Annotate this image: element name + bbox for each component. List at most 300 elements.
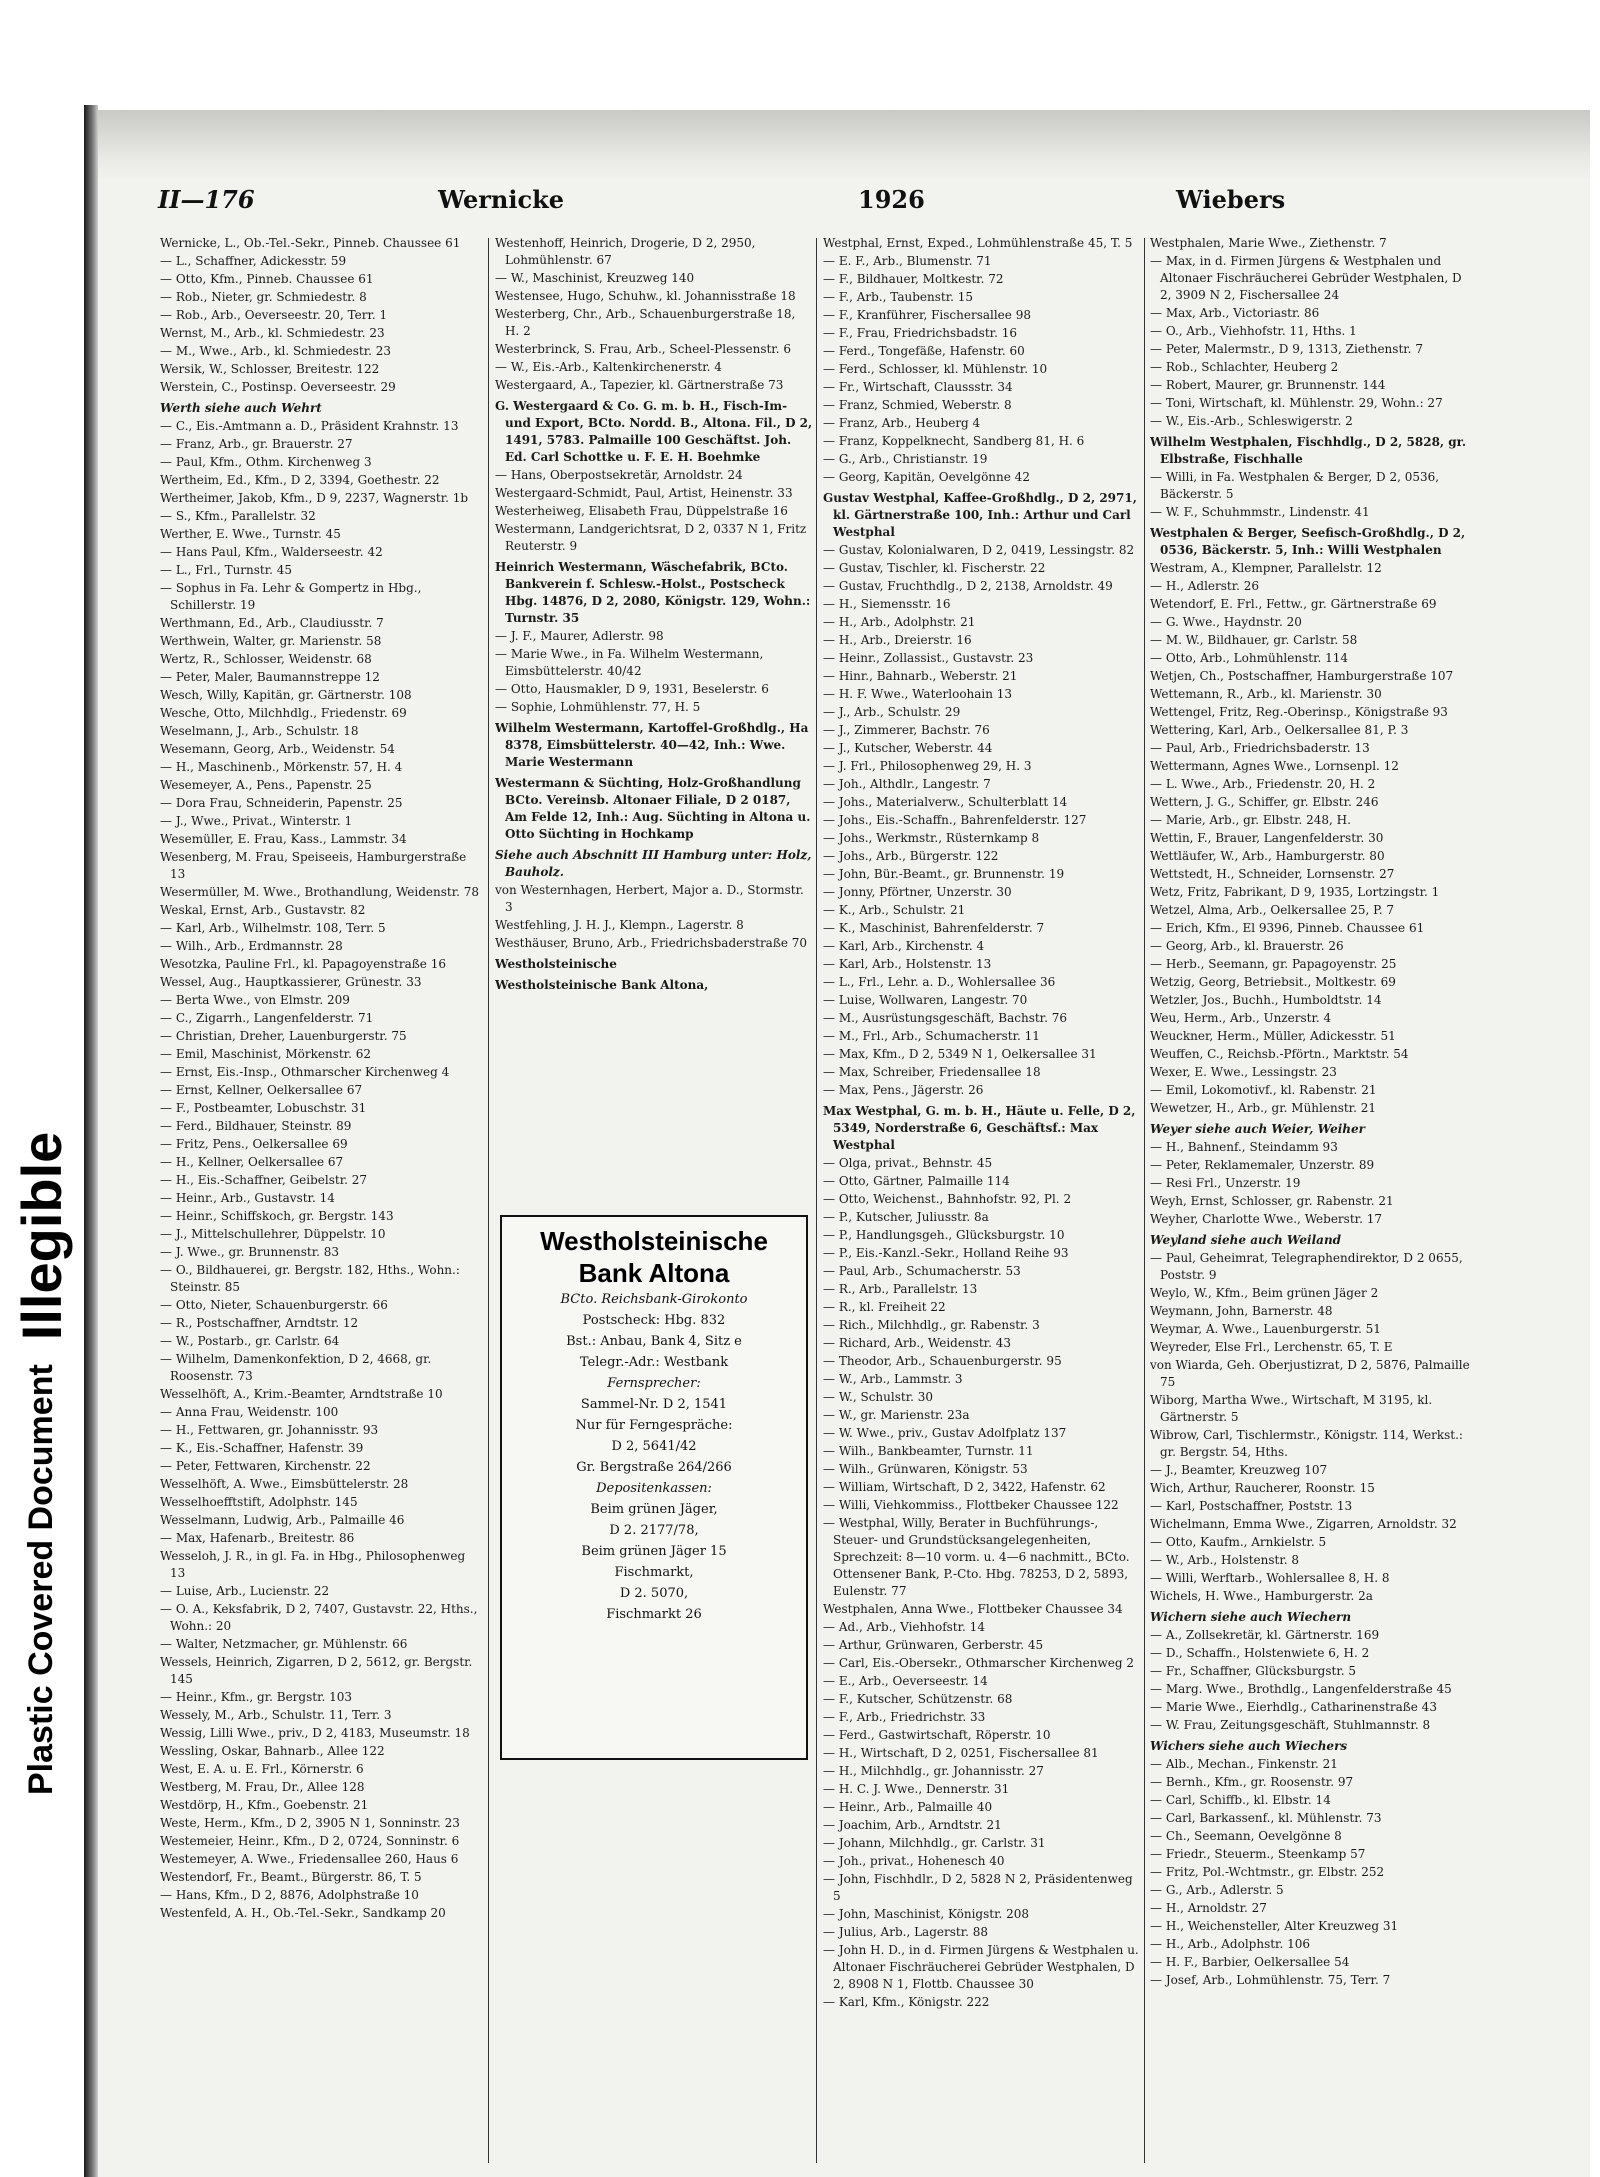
directory-entry: — H., Maschinenb., Mörkenstr. 57, H. 4 (160, 760, 403, 774)
directory-entry: Weylo, W., Kfm., Beim grünen Jäger 2 (1150, 1286, 1379, 1300)
directory-entry: — Johs., Werkmstr., Rüsternkamp 8 (823, 831, 1040, 845)
directory-entry: Westenfeld, A. H., Ob.-Tel.-Sekr., Sandkamp 20 (160, 1906, 446, 1920)
directory-entry: — Carl, Barkassenf., kl. Mühlenstr. 73 (1150, 1811, 1382, 1825)
directory-entry: — Ch., Seemann, Oevelgönne 8 (1150, 1829, 1342, 1843)
directory-entry: — M., Wwe., Arb., kl. Schmiedestr. 23 (160, 344, 392, 358)
directory-entry: — Georg, Kapitän, Oevelgönne 42 (823, 470, 1030, 484)
directory-entry: — C., Zigarrh., Langenfelderstr. 71 (160, 1011, 374, 1025)
directory-entry: — William, Wirtschaft, D 2, 3422, Hafenstr. 62 (823, 1480, 1106, 1494)
directory-entry: Wesseloh, J. R., in gl. Fa. in Hbg., Philosophenweg 13 (160, 1549, 466, 1580)
directory-entry: Westendorf, Fr., Beamt., Bürgerstr. 86, T. 5 (160, 1870, 422, 1884)
directory-entry: — Ferd., Schlosser, kl. Mühlenstr. 10 (823, 362, 1048, 376)
directory-entry: Wettermann, Agnes Wwe., Lornsenpl. 12 (1150, 759, 1399, 773)
directory-entry: Wettemann, R., Arb., kl. Marienstr. 30 (1150, 687, 1382, 701)
directory-entry: — Luise, Arb., Lucienstr. 22 (160, 1584, 330, 1598)
directory-entry: — S., Kfm., Parallelstr. 32 (160, 509, 316, 523)
directory-entry: Wilhelm Westphalen, Fischhdlg., D 2, 5828, gr. Elbstraße, Fischhalle (1150, 435, 1467, 466)
directory-entry: — Toni, Wirtschaft, kl. Mühlenstr. 29, Wohn.: 27 (1150, 396, 1443, 410)
directory-entry: Wesselhoefftstift, Adolphstr. 145 (160, 1495, 358, 1509)
directory-entry: — Carl, Schiffb., kl. Elbstr. 14 (1150, 1793, 1331, 1807)
directory-entry: Westermann & Süchting, Holz-Großhandlung BCto. Vereinsb. Altonaer Filiale, D 2 0187, Am Felde 12, Inh.: Aug. Süchting in Altona u. Otto Süchting in Hochkamp (495, 776, 811, 841)
directory-entry: — Max, Schreiber, Friedensallee 18 (823, 1065, 1041, 1079)
directory-entry: — O., Arb., Viehhofstr. 11, Hths. 1 (1150, 324, 1357, 338)
directory-entry: — F., Bildhauer, Moltkestr. 72 (823, 272, 1004, 286)
directory-entry: — O., Bildhauerei, gr. Bergstr. 182, Hths., Wohn.: Steinstr. 85 (160, 1263, 460, 1294)
directory-entry: — Marie Wwe., in Fa. Wilhelm Westermann, Eimsbüttelerstr. 40/42 (495, 647, 764, 678)
directory-entry: Westenhoff, Heinrich, Drogerie, D 2, 2950, Lohmühlenstr. 67 (495, 236, 756, 267)
directory-entry: Werth siehe auch Wehrt (160, 401, 322, 415)
directory-entry: Wersik, W., Schlosser, Breitestr. 122 (160, 362, 380, 376)
directory-entry: — Wilh., Grünwaren, Königstr. 53 (823, 1462, 1028, 1476)
directory-entry: — H., Arb., Adolphstr. 106 (1150, 1937, 1311, 1951)
directory-entry: Wichern siehe auch Wiechern (1150, 1610, 1352, 1624)
bank-advertisement (500, 1215, 808, 1760)
directory-entry: — Otto, Hausmakler, D 9, 1931, Beselerstr. 6 (495, 682, 769, 696)
ad-line: Depositenkassen: (596, 1481, 712, 1496)
directory-entry: — F., Postbeamter, Lobuschstr. 31 (160, 1101, 367, 1115)
directory-entry: — Paul, Geheimrat, Telegraphendirektor, D 2 0655, Poststr. 9 (1150, 1251, 1463, 1282)
directory-entry: — H., Wirtschaft, D 2, 0251, Fischersallee 81 (823, 1746, 1099, 1760)
directory-entry: — Max, Arb., Victoriastr. 86 (1150, 306, 1320, 320)
directory-entry: — Wilh., Bankbeamter, Turnstr. 11 (823, 1444, 1034, 1458)
directory-entry: Wetz, Fritz, Fabrikant, D 9, 1935, Lortzingstr. 1 (1150, 885, 1440, 899)
directory-entry: Westholsteinische (495, 957, 617, 971)
directory-entry: Wetendorf, E. Frl., Fettw., gr. Gärtnerstraße 69 (1150, 597, 1437, 611)
directory-entry: — Sophie, Lohmühlenstr. 77, H. 5 (495, 700, 701, 714)
directory-entry: — Ad., Arb., Viehhofstr. 14 (823, 1620, 985, 1634)
directory-entry: Westerberg, Chr., Arb., Schauenburgerstraße 18, H. 2 (495, 307, 796, 338)
directory-entry: — Willi, in Fa. Westphalen & Berger, D 2, 0536, Bäckerstr. 5 (1150, 470, 1440, 501)
directory-entry: — W., gr. Marienstr. 23a (823, 1408, 970, 1422)
directory-entry: — J., Mittelschullehrer, Düppelstr. 10 (160, 1227, 386, 1241)
ad-line: D 2. 5070, (619, 1586, 689, 1601)
directory-entry: — G., Arb., Adlerstr. 5 (1150, 1883, 1284, 1897)
directory-entry: Westram, A., Klempner, Parallelstr. 12 (1150, 561, 1382, 575)
directory-entry: Werther, E. Wwe., Turnstr. 45 (160, 527, 341, 541)
directory-entry: — Alb., Mechan., Finkenstr. 21 (1150, 1757, 1338, 1771)
directory-entry: — Ferd., Tongefäße, Hafenstr. 60 (823, 344, 1025, 358)
directory-entry: — Willi, Werftarb., Wohlersallee 8, H. 8 (1150, 1571, 1390, 1585)
directory-entry: — A., Zollsekretär, kl. Gärtnerstr. 169 (1150, 1628, 1380, 1642)
directory-entry: — Otto, Arb., Lohmühlenstr. 114 (1150, 651, 1349, 665)
directory-entry: Wexer, E. Wwe., Lessingstr. 23 (1150, 1065, 1337, 1079)
directory-entry: Heinrich Westermann, Wäschefabrik, BCto. Bankverein f. Schlesw.-Holst., Postscheck Hbg. 14876, D 2, 2080, Königstr. 129, Wohn.: Turnstr. 35 (495, 560, 811, 625)
directory-entry: — Julius, Arb., Lagerstr. 88 (823, 1925, 989, 1939)
directory-entry: — J., Wwe., Privat., Winterstr. 1 (160, 814, 353, 828)
directory-entry: — Max, Hafenarb., Breitestr. 86 (160, 1531, 355, 1545)
directory-entry: — H., Milchhdlg., gr. Johannisstr. 27 (823, 1764, 1044, 1778)
ad-line: Postscheck: Hbg. 832 (582, 1313, 726, 1328)
directory-entry: — J. F., Maurer, Adlerstr. 98 (495, 629, 664, 643)
ad-line: Gr. Bergstraße 264/266 (576, 1460, 732, 1475)
directory-entry: — Otto, Weichenst., Bahnhofstr. 92, Pl. 2 (823, 1192, 1072, 1206)
directory-entry: — Fritz, Pol.-Wchtmstr., gr. Elbstr. 252 (1150, 1865, 1385, 1879)
directory-entry: Wesemann, Georg, Arb., Weidenstr. 54 (160, 742, 395, 756)
directory-entry: — J., Kutscher, Weberstr. 44 (823, 741, 993, 755)
directory-entry: — Franz, Arb., gr. Brauerstr. 27 (160, 437, 353, 451)
directory-entry: — Paul, Kfm., Othm. Kirchenweg 3 (160, 455, 372, 469)
directory-entry: — P., Eis.-Kanzl.-Sekr., Holland Reihe 93 (823, 1246, 1069, 1260)
directory-entry: — Emil, Maschinist, Mörkenstr. 62 (160, 1047, 371, 1061)
directory-entry: — J., Zimmerer, Bachstr. 76 (823, 723, 990, 737)
directory-entry: — J., Beamter, Kreuzweg 107 (1150, 1463, 1328, 1477)
directory-entry: — Peter, Fettwaren, Kirchenstr. 22 (160, 1459, 371, 1473)
directory-entry: — Peter, Reklamemaler, Unzerstr. 89 (1150, 1158, 1375, 1172)
directory-entry: — Westphal, Willy, Berater in Buchführungs-, Steuer- und Grundstücksangelegenheiten, Sprechzeit: 8—10 vorm. u. 4—6 nachmitt., BCto. Ottensener Bank, P.-Cto. Hbg. 78253, D 2, 5893, Eulenstr. 77 (823, 1516, 1130, 1598)
column-2 (495, 235, 813, 2165)
directory-entry: — Heinr., Arb., Gustavstr. 14 (160, 1191, 335, 1205)
ad-title: Westholsteinische (540, 1226, 768, 1256)
directory-entry: Siehe auch Abschnitt III Hamburg unter: Holz, Bauholz. (495, 848, 812, 879)
directory-entry: Weyland siehe auch Weiland (1150, 1233, 1342, 1247)
ad-line: Fischmarkt, (614, 1565, 694, 1580)
directory-entry: — Rob., Schlachter, Heuberg 2 (1150, 360, 1339, 374)
directory-entry: Wesermüller, M. Wwe., Brothandlung, Weidenstr. 78 (160, 885, 480, 899)
directory-entry: — Johs., Materialverw., Schulterblatt 14 (823, 795, 1068, 809)
directory-entry: — W. Frau, Zeitungsgeschäft, Stuhlmannstr. 8 (1150, 1718, 1431, 1732)
directory-entry: Wettengel, Fritz, Reg.-Oberinsp., Königstraße 93 (1150, 705, 1448, 719)
directory-entry: — Rob., Arb., Oeverseestr. 20, Terr. 1 (160, 308, 388, 322)
directory-entry: Westberg, M. Frau, Dr., Allee 128 (160, 1780, 365, 1794)
directory-entry: — H. F. Wwe., Waterloohain 13 (823, 687, 1013, 701)
directory-entry: Wettering, Karl, Arb., Oelkersallee 81, P. 3 (1150, 723, 1409, 737)
directory-entry: — Johann, Milchhdlg., gr. Carlstr. 31 (823, 1836, 1046, 1850)
directory-entry: — Ferd., Gastwirtschaft, Röperstr. 10 (823, 1728, 1051, 1742)
directory-entry: — H. F., Barbier, Oelkersallee 54 (1150, 1955, 1350, 1969)
directory-entry: — Walter, Netzmacher, gr. Mühlenstr. 66 (160, 1637, 408, 1651)
directory-entry: West, E. A. u. E. Frl., Körnerstr. 6 (160, 1762, 364, 1776)
directory-entry: Wettstedt, H., Schneider, Lornsenstr. 27 (1150, 867, 1395, 881)
directory-entry: — H., Arb., Adolphstr. 21 (823, 615, 976, 629)
directory-entry: Westemeyer, A. Wwe., Friedensallee 260, Haus 6 (160, 1852, 459, 1866)
directory-entry: — R., kl. Freiheit 22 (823, 1300, 946, 1314)
directory-entry: Westphalen & Berger, Seefisch-Großhdlg., D 2, 0536, Bäckerstr. 5, Inh.: Willi Westphalen (1150, 526, 1466, 557)
directory-entry: — Joh., privat., Hohenesch 40 (823, 1854, 1005, 1868)
header-last-word: Wiebers (1176, 185, 1286, 214)
directory-entry: — Ferd., Bildhauer, Steinstr. 89 (160, 1119, 352, 1133)
ad-line: Sammel-Nr. D 2, 1541 (580, 1397, 728, 1412)
directory-entry: Westerbrinck, S. Frau, Arb., Scheel-Plessenstr. 6 (495, 342, 791, 356)
directory-entry: Wettin, F., Brauer, Langenfelderstr. 30 (1150, 831, 1384, 845)
directory-entry: Weuffen, C., Reichsb.-Pförtn., Marktstr. 54 (1150, 1047, 1409, 1061)
directory-entry: Wesselhöft, A., Krim.-Beamter, Arndtstraße 10 (160, 1387, 443, 1401)
ad-line: Telegr.-Adr.: Westbank (579, 1355, 729, 1370)
directory-entry: Wesselmann, Ludwig, Arb., Palmaille 46 (160, 1513, 405, 1527)
column-4 (1150, 235, 1470, 2165)
header-first-word: Wernicke (438, 185, 564, 214)
directory-entry: — Hans, Oberpostsekretär, Arnoldstr. 24 (495, 468, 743, 482)
directory-entry: Westphalen, Anna Wwe., Flottbeker Chaussee 34 (823, 1602, 1123, 1616)
directory-entry: — P., Kutscher, Juliusstr. 8a (823, 1210, 989, 1224)
directory-entry: Weyh, Ernst, Schlosser, gr. Rabenstr. 21 (1150, 1194, 1394, 1208)
directory-entry: — Heinr., Kfm., gr. Bergstr. 103 (160, 1690, 353, 1704)
directory-entry: — L. Wwe., Arb., Friedenstr. 20, H. 2 (1150, 777, 1376, 791)
directory-entry: Wessling, Oskar, Bahnarb., Allee 122 (160, 1744, 385, 1758)
directory-entry: — L., Frl., Lehr. a. D., Wohlersallee 36 (823, 975, 1056, 989)
directory-entry: Wesemeyer, A., Pens., Papenstr. 25 (160, 778, 372, 792)
directory-entry: — E. F., Arb., Blumenstr. 71 (823, 254, 992, 268)
directory-entry: — K., Eis.-Schaffner, Hafenstr. 39 (160, 1441, 364, 1455)
directory-entry: — F., Kranführer, Fischersallee 98 (823, 308, 1031, 322)
directory-entry: — Franz, Arb., Heuberg 4 (823, 416, 981, 430)
directory-entry: — Marie, Arb., gr. Elbstr. 248, H. (1150, 813, 1351, 827)
directory-entry: — Otto, Kfm., Pinneb. Chaussee 61 (160, 272, 374, 286)
ad-line: Bst.: Anbau, Bank 4, Sitz e (566, 1334, 742, 1349)
directory-entry: Westfehling, J. H. J., Klempn., Lagerstr. 8 (495, 918, 744, 932)
directory-entry: — W., Arb., Lammstr. 3 (823, 1372, 963, 1386)
directory-entry: — H., Bahnenf., Steindamm 93 (1150, 1140, 1338, 1154)
directory-entry: — H., Arb., Dreierstr. 16 (823, 633, 972, 647)
side-label-small: Plastic Covered Document (21, 1364, 60, 1795)
side-label-big: Illegible (9, 1131, 73, 1341)
directory-entry: — M. W., Bildhauer, gr. Carlstr. 58 (1150, 633, 1358, 647)
directory-entry: — Franz, Koppelknecht, Sandberg 81, H. 6 (823, 434, 1085, 448)
directory-entry: — C., Eis.-Amtmann a. D., Präsident Krahnstr. 13 (160, 419, 459, 433)
directory-entry: Wich, Arthur, Raucherer, Roonstr. 15 (1150, 1481, 1375, 1495)
directory-entry: — M., Ausrüstungsgeschäft, Bachstr. 76 (823, 1011, 1067, 1025)
directory-entry: — J., Arb., Schulstr. 29 (823, 705, 961, 719)
directory-entry: von Westernhagen, Herbert, Major a. D., Stormstr. 3 (495, 883, 804, 914)
directory-entry: Westerheiweg, Elisabeth Frau, Düppelstraße 16 (495, 504, 788, 518)
ad-line: D 2. 2177/78, (609, 1523, 699, 1538)
directory-entry: — R., Arb., Parallelstr. 13 (823, 1282, 978, 1296)
directory-entry: Wesemüller, E. Frau, Kass., Lammstr. 34 (160, 832, 407, 846)
directory-entry: — Karl, Postschaffner, Poststr. 13 (1150, 1499, 1353, 1513)
page-number: II—176 (158, 185, 255, 214)
ad-line: BCto. Reichsbank-Girokonto (560, 1292, 748, 1307)
directory-entry: — Georg, Arb., kl. Brauerstr. 26 (1150, 939, 1344, 953)
directory-entry: Wessel, Aug., Hauptkassierer, Grünestr. 33 (160, 975, 422, 989)
directory-entry: — Fritz, Pens., Oelkersallee 69 (160, 1137, 348, 1151)
directory-entry: Wetzler, Jos., Buchh., Humboldtstr. 14 (1150, 993, 1382, 1007)
directory-entry: — Olga, privat., Behnstr. 45 (823, 1156, 993, 1170)
directory-entry: Weskal, Ernst, Arb., Gustavstr. 82 (160, 903, 366, 917)
directory-entry: — Otto, Gärtner, Palmaille 114 (823, 1174, 1010, 1188)
directory-entry: — K., Arb., Schulstr. 21 (823, 903, 966, 917)
ad-line: Beim grünen Jäger, (590, 1502, 718, 1517)
directory-entry: Wessig, Lilli Wwe., priv., D 2, 4183, Museumstr. 18 (160, 1726, 470, 1740)
directory-entry: — W., Maschinist, Kreuzweg 140 (495, 271, 695, 285)
column-3 (823, 235, 1141, 2165)
directory-entry: Max Westphal, G. m. b. H., Häute u. Felle, D 2, 5349, Norderstraße 6, Geschäftsf.: Max Westphal (823, 1104, 1136, 1152)
directory-entry: — Christian, Dreher, Lauenburgerstr. 75 (160, 1029, 407, 1043)
directory-entry: Wetzig, Georg, Betriebsit., Moltkestr. 69 (1150, 975, 1396, 989)
directory-entry: — Resi Frl., Unzerstr. 19 (1150, 1176, 1301, 1190)
directory-entry: Wertheimer, Jakob, Kfm., D 9, 2237, Wagnerstr. 1b (160, 491, 469, 505)
directory-entry: — H., Fettwaren, gr. Johannisstr. 93 (160, 1423, 379, 1437)
directory-entry: — O. A., Keksfabrik, D 2, 7407, Gustavstr. 22, Hths., Wohn.: 20 (160, 1602, 478, 1633)
directory-entry: — Max, in d. Firmen Jürgens & Westphalen und Altonaer Fischräucherei Gebrüder Westphalen, D 2, 3909 N 2, Fischersallee 24 (1150, 254, 1462, 302)
directory-entry: — Karl, Arb., Kirchenstr. 4 (823, 939, 985, 953)
directory-entry: — H., Eis.-Schaffner, Geibelstr. 27 (160, 1173, 368, 1187)
directory-entry: Westphalen, Marie Wwe., Ziethenstr. 7 (1150, 236, 1387, 250)
page-top-shade (98, 110, 1590, 180)
directory-entry: — Ernst, Kellner, Oelkersallee 67 (160, 1083, 363, 1097)
directory-entry: — W., Postarb., gr. Carlstr. 64 (160, 1334, 340, 1348)
directory-entry: — R., Postschaffner, Arndtstr. 12 (160, 1316, 359, 1330)
directory-entry: Wettläufer, W., Arb., Hamburgerstr. 80 (1150, 849, 1385, 863)
directory-entry: — Gustav, Kolonialwaren, D 2, 0419, Lessingstr. 82 (823, 543, 1135, 557)
directory-entry: — Hans Paul, Kfm., Walderseestr. 42 (160, 545, 383, 559)
ad-line: D 2, 5641/42 (611, 1439, 697, 1454)
directory-entry: — Erich, Kfm., El 9396, Pinneb. Chaussee 61 (1150, 921, 1425, 935)
directory-entry: — John, Fischhdlr., D 2, 5828 N 2, Präsidentenweg 5 (823, 1872, 1133, 1903)
directory-entry: — Dora Frau, Schneiderin, Papenstr. 25 (160, 796, 403, 810)
directory-entry: Wetzel, Alma, Arb., Oelkersallee 25, P. 7 (1150, 903, 1395, 917)
directory-entry: — Karl, Kfm., Königstr. 222 (823, 1995, 990, 2009)
directory-entry: — F., Frau, Friedrichsbadstr. 16 (823, 326, 1017, 340)
directory-entry: — Rob., Nieter, gr. Schmiedestr. 8 (160, 290, 367, 304)
directory-entry: Wetjen, Ch., Postschaffner, Hamburgerstraße 107 (1150, 669, 1454, 683)
directory-entry: — M., Frl., Arb., Schumacherstr. 11 (823, 1029, 1040, 1043)
directory-entry: Wesche, Otto, Milchhdlg., Friedenstr. 69 (160, 706, 407, 720)
directory-entry: — Robert, Maurer, gr. Brunnenstr. 144 (1150, 378, 1386, 392)
directory-entry: — F., Kutscher, Schützenstr. 68 (823, 1692, 1013, 1706)
directory-entry: — John H. D., in d. Firmen Jürgens & Westphalen u. Altonaer Fischräucherei Gebrüder Westphalen, D 2, 8908 N 1, Flottb. Chaussee 30 (823, 1943, 1139, 1991)
directory-entry: — Wilhelm, Damenkonfektion, D 2, 4668, gr. Roosenstr. 73 (160, 1352, 432, 1383)
directory-entry: — H., Kellner, Oelkersallee 67 (160, 1155, 344, 1169)
directory-entry: — W., Eis.-Arb., Schleswigerstr. 2 (1150, 414, 1353, 428)
directory-entry: — Hinr., Bahnarb., Weberstr. 21 (823, 669, 1018, 683)
directory-entry: — Heinr., Arb., Palmaille 40 (823, 1800, 993, 1814)
directory-entry: — Hans, Kfm., D 2, 8876, Adolphstraße 10 (160, 1888, 419, 1902)
directory-entry: Wessely, M., Arb., Schulstr. 11, Terr. 3 (160, 1708, 392, 1722)
directory-entry: Wichelmann, Emma Wwe., Zigarren, Arnoldstr. 32 (1150, 1517, 1457, 1531)
ad-line: Nur für Ferngespräche: (575, 1418, 733, 1433)
directory-entry: — Max, Pens., Jägerstr. 26 (823, 1083, 984, 1097)
directory-entry: Werthwein, Walter, gr. Marienstr. 58 (160, 634, 382, 648)
header-year: 1926 (858, 185, 925, 214)
directory-entry: — John, Maschinist, Königstr. 208 (823, 1907, 1030, 1921)
column-rule (488, 238, 489, 2163)
directory-entry: — Rich., Milchhdlg., gr. Rabenstr. 3 (823, 1318, 1040, 1332)
directory-entry: — John, Bür.-Beamt., gr. Brunnenstr. 19 (823, 867, 1065, 881)
directory-entry: Wilhelm Westermann, Kartoffel-Großhdlg., Ha 8378, Eimsbüttelerstr. 40—42, Inh.: Wwe. Marie Westermann (495, 721, 809, 769)
directory-entry: — Otto, Kaufm., Arnkielstr. 5 (1150, 1535, 1327, 1549)
page-edge (84, 105, 98, 2177)
directory-entry: Westdörp, H., Kfm., Goebenstr. 21 (160, 1798, 369, 1812)
directory-entry: Wesotzka, Pauline Frl., kl. Papagoyenstraße 16 (160, 957, 446, 971)
directory-entry: — Fr., Wirtschaft, Claussstr. 34 (823, 380, 1013, 394)
directory-entry: Weyher, Charlotte Wwe., Weberstr. 17 (1150, 1212, 1382, 1226)
directory-entry: Wiborg, Martha Wwe., Wirtschaft, M 3195, kl. Gärtnerstr. 5 (1150, 1393, 1433, 1424)
directory-entry: — Otto, Nieter, Schauenburgerstr. 66 (160, 1298, 388, 1312)
directory-entry: — Anna Frau, Weidenstr. 100 (160, 1405, 339, 1419)
directory-entry: — J. Frl., Philosophenweg 29, H. 3 (823, 759, 1032, 773)
directory-entry: — Richard, Arb., Weidenstr. 43 (823, 1336, 1011, 1350)
directory-entry: Westergaard, A., Tapezier, kl. Gärtnerstraße 73 (495, 378, 784, 392)
directory-entry: Westhäuser, Bruno, Arb., Friedrichsbaderstraße 70 (495, 936, 808, 950)
directory-entry: Weymar, A. Wwe., Lauenburgerstr. 51 (1150, 1322, 1381, 1336)
directory-entry: Weyreder, Else Frl., Lerchenstr. 65, T. E (1150, 1340, 1393, 1354)
directory-entry: — D., Schaffn., Holstenwiete 6, H. 2 (1150, 1646, 1370, 1660)
directory-entry: — Marie Wwe., Eierhdlg., Catharinenstraße 43 (1150, 1700, 1437, 1714)
directory-entry: — Max, Kfm., D 2, 5349 N 1, Oelkersallee 31 (823, 1047, 1097, 1061)
directory-entry: Wettern, J. G., Schiffer, gr. Elbstr. 246 (1150, 795, 1379, 809)
directory-entry: — H., Adlerstr. 26 (1150, 579, 1260, 593)
directory-entry: — Heinr., Zollassist., Gustavstr. 23 (823, 651, 1034, 665)
page-header (158, 185, 1498, 225)
directory-entry: Westensee, Hugo, Schuhw., kl. Johannisstraße 18 (495, 289, 796, 303)
directory-entry: — Willi, Viehkommiss., Flottbeker Chaussee 122 (823, 1498, 1119, 1512)
directory-entry: — Gustav, Fruchthdlg., D 2, 2138, Arnoldstr. 49 (823, 579, 1113, 593)
directory-entry: Wichers siehe auch Wiechers (1150, 1739, 1348, 1753)
directory-entry: Westergaard-Schmidt, Paul, Artist, Heinenstr. 33 (495, 486, 793, 500)
ad-line: Fischmarkt 26 (606, 1607, 702, 1622)
directory-entry: Weuckner, Herm., Müller, Adickesstr. 51 (1150, 1029, 1396, 1043)
directory-entry: Werstein, C., Postinsp. Oeverseestr. 29 (160, 380, 396, 394)
directory-entry: — Paul, Arb., Schumacherstr. 53 (823, 1264, 1021, 1278)
directory-entry: Wibrow, Carl, Tischlermstr., Königstr. 114, Werkst.: gr. Bergstr. 54, Hths. (1150, 1428, 1463, 1459)
directory-entry: — W. F., Schuhmmstr., Lindenstr. 41 (1150, 505, 1370, 519)
column-1 (160, 235, 482, 2165)
ad-line: Fernsprecher: (607, 1376, 701, 1391)
column-rule (816, 238, 817, 2163)
directory-page (98, 110, 1590, 2177)
directory-entry: — Peter, Maler, Baumannstreppe 12 (160, 670, 380, 684)
directory-entry: — F., Arb., Taubenstr. 15 (823, 290, 974, 304)
directory-entry: Wewetzer, H., Arb., gr. Mühlenstr. 21 (1150, 1101, 1376, 1115)
directory-entry: Werthmann, Ed., Arb., Claudiusstr. 7 (160, 616, 384, 630)
directory-entry: — E., Arb., Oeverseestr. 14 (823, 1674, 988, 1688)
directory-entry: Weymann, John, Barnerstr. 48 (1150, 1304, 1333, 1318)
directory-entry: Wertheim, Ed., Kfm., D 2, 3394, Goethestr. 22 (160, 473, 440, 487)
directory-entry: — H. C. J. Wwe., Dennerstr. 31 (823, 1782, 1010, 1796)
directory-entry: — Joachim, Arb., Arndtstr. 21 (823, 1818, 1002, 1832)
directory-entry: Wertz, R., Schlosser, Weidenstr. 68 (160, 652, 372, 666)
directory-entry: Westermann, Landgerichtsrat, D 2, 0337 N 1, Fritz Reuterstr. 9 (495, 522, 807, 553)
directory-entry: Wesenberg, M. Frau, Speiseeis, Hamburgerstraße 13 (160, 850, 467, 881)
directory-entry: — Karl, Arb., Holstenstr. 13 (823, 957, 992, 971)
directory-entry: — G. Wwe., Haydnstr. 20 (1150, 615, 1302, 629)
directory-entry: — Wilh., Arb., Erdmannstr. 28 (160, 939, 343, 953)
directory-entry: Wernicke, L., Ob.-Tel.-Sekr., Pinneb. Chaussee 61 (160, 236, 461, 250)
directory-entry: Westholsteinische Bank Altona, (495, 978, 709, 992)
directory-entry: G. Westergaard & Co. G. m. b. H., Fisch-Im- und Export, BCto. Nordd. B., Altona. Fil., D 2, 1491, 5783. Palmaille 100 Geschäftst. Joh. Ed. Carl Schottke u. F. E. H. Boehmke (495, 399, 813, 464)
directory-entry: Wessels, Heinrich, Zigarren, D 2, 5612, gr. Bergstr. 145 (160, 1655, 473, 1686)
directory-entry: von Wiarda, Geh. Oberjustizrat, D 2, 5876, Palmaille 75 (1150, 1358, 1470, 1389)
directory-entry: — Johs., Arb., Bürgerstr. 122 (823, 849, 999, 863)
directory-entry: Wesch, Willy, Kapitän, gr. Gärtnerstr. 108 (160, 688, 412, 702)
directory-entry: — Arthur, Grünwaren, Gerberstr. 45 (823, 1638, 1044, 1652)
directory-entry: — Paul, Arb., Friedrichsbaderstr. 13 (1150, 741, 1370, 755)
directory-entry: — Josef, Arb., Lohmühlenstr. 75, Terr. 7 (1150, 1973, 1391, 1987)
directory-entry: — Emil, Lokomotivf., kl. Rabenstr. 21 (1150, 1083, 1377, 1097)
directory-entry: — Fr., Schaffner, Glücksburgstr. 5 (1150, 1664, 1357, 1678)
directory-entry: — W. Wwe., priv., Gustav Adolfplatz 137 (823, 1426, 1067, 1440)
directory-entry: — Carl, Eis.-Obersekr., Othmarscher Kirchenweg 2 (823, 1656, 1134, 1670)
directory-entry: — L., Schaffner, Adickesstr. 59 (160, 254, 347, 268)
directory-entry: Gustav Westphal, Kaffee-Großhdlg., D 2, 2971, kl. Gärtnerstraße 100, Inh.: Arthur und Carl Westphal (823, 491, 1137, 539)
directory-entry: — H., Arnoldstr. 27 (1150, 1901, 1267, 1915)
directory-entry: Wesselhöft, A. Wwe., Eimsbüttelerstr. 28 (160, 1477, 409, 1491)
directory-entry: Westemeier, Heinr., Kfm., D 2, 0724, Sonninstr. 6 (160, 1834, 460, 1848)
directory-entry: Weyer siehe auch Weier, Weiher (1150, 1122, 1365, 1136)
directory-entry: Wichels, H. Wwe., Hamburgerstr. 2a (1150, 1589, 1373, 1603)
directory-entry: — F., Arb., Friedrichstr. 33 (823, 1710, 986, 1724)
directory-entry: Weste, Herm., Kfm., D 2, 3905 N 1, Sonninstr. 23 (160, 1816, 460, 1830)
directory-entry: — Johs., Eis.-Schaffn., Bahrenfelderstr. 127 (823, 813, 1087, 827)
directory-entry: — Luise, Wollwaren, Langestr. 70 (823, 993, 1028, 1007)
directory-entry: — H., Siemensstr. 16 (823, 597, 951, 611)
directory-entry: Weselmann, J., Arb., Schulstr. 18 (160, 724, 359, 738)
directory-entry: — W., Eis.-Arb., Kaltenkirchenerstr. 4 (495, 360, 722, 374)
directory-entry: — L., Frl., Turnstr. 45 (160, 563, 293, 577)
directory-entry: — Gustav, Tischler, kl. Fischerstr. 22 (823, 561, 1046, 575)
directory-entry: — G., Arb., Christianstr. 19 (823, 452, 988, 466)
directory-entry: — Joh., Althdlr., Langestr. 7 (823, 777, 991, 791)
directory-entry: — Heinr., Schiffskoch, gr. Bergstr. 143 (160, 1209, 394, 1223)
